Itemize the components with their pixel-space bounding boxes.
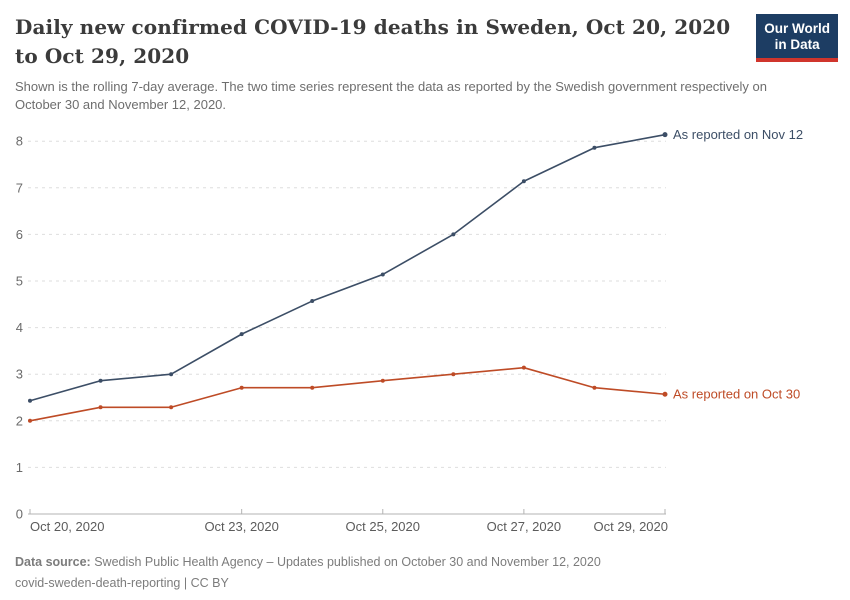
y-tick-label: 7 <box>15 180 23 196</box>
data-point <box>522 366 526 370</box>
data-point <box>310 386 314 390</box>
data-point <box>451 372 455 376</box>
owid-logo-line1: Our World <box>764 21 830 36</box>
data-point <box>663 132 668 137</box>
data-point <box>99 379 103 383</box>
data-point <box>592 386 596 390</box>
footer-source-label: Data source: <box>15 554 91 569</box>
data-point <box>451 232 455 236</box>
data-point <box>28 419 32 423</box>
x-tick-label: Oct 23, 2020 <box>204 518 279 534</box>
y-tick-label: 3 <box>15 366 23 382</box>
x-tick-label: Oct 20, 2020 <box>30 518 105 534</box>
header <box>0 0 850 71</box>
footer-slug-link[interactable]: covid-sweden-death-reporting <box>15 575 181 590</box>
footer-license-link[interactable]: CC BY <box>190 575 229 590</box>
x-tick-label: Oct 25, 2020 <box>345 518 421 534</box>
owid-logo[interactable] <box>756 14 838 62</box>
footer-source-line <box>15 552 835 573</box>
y-tick-label: 0 <box>15 506 23 522</box>
y-tick-label: 2 <box>15 413 23 429</box>
data-point <box>28 399 32 403</box>
series-line <box>30 368 665 421</box>
y-tick-label: 4 <box>15 320 23 336</box>
footer <box>0 547 850 594</box>
chart-svg <box>0 117 850 547</box>
data-point <box>310 299 314 303</box>
data-point <box>381 379 385 383</box>
data-point <box>592 146 596 150</box>
x-tick-label: Oct 27, 2020 <box>486 518 562 534</box>
data-point <box>240 332 244 336</box>
chart-area <box>0 117 850 547</box>
y-tick-label: 8 <box>15 133 23 149</box>
data-point <box>663 392 668 397</box>
data-point <box>169 372 173 376</box>
data-point <box>522 179 526 183</box>
data-point <box>240 386 244 390</box>
data-point <box>169 405 173 409</box>
y-tick-label: 5 <box>15 273 23 289</box>
footer-license-line <box>15 573 835 594</box>
series-line <box>30 135 665 401</box>
page-title: Daily new confirmed COVID-19 deaths in Sweden, Oct 20, 2020 to Oct 29, 2020 <box>15 15 731 68</box>
y-tick-label: 1 <box>15 459 23 475</box>
y-tick-label: 6 <box>15 226 23 242</box>
footer-separator: | <box>180 575 191 590</box>
data-point <box>99 405 103 409</box>
series-end-label: As reported on Nov 12 <box>673 127 804 143</box>
chart-subtitle: Shown is the rolling 7-day average. The two time series represent the data as reported by the Swedish government respectively on October 30 and November 12, 2020. <box>15 79 768 113</box>
data-point <box>381 272 385 276</box>
footer-source-text: Swedish Public Health Agency – Updates published on October 30 and November 12, 2020 <box>90 554 601 569</box>
x-tick-label: Oct 29, 2020 <box>593 518 668 534</box>
series-end-label: As reported on Oct 30 <box>673 386 801 402</box>
owid-logo-line2: in Data <box>774 36 820 52</box>
